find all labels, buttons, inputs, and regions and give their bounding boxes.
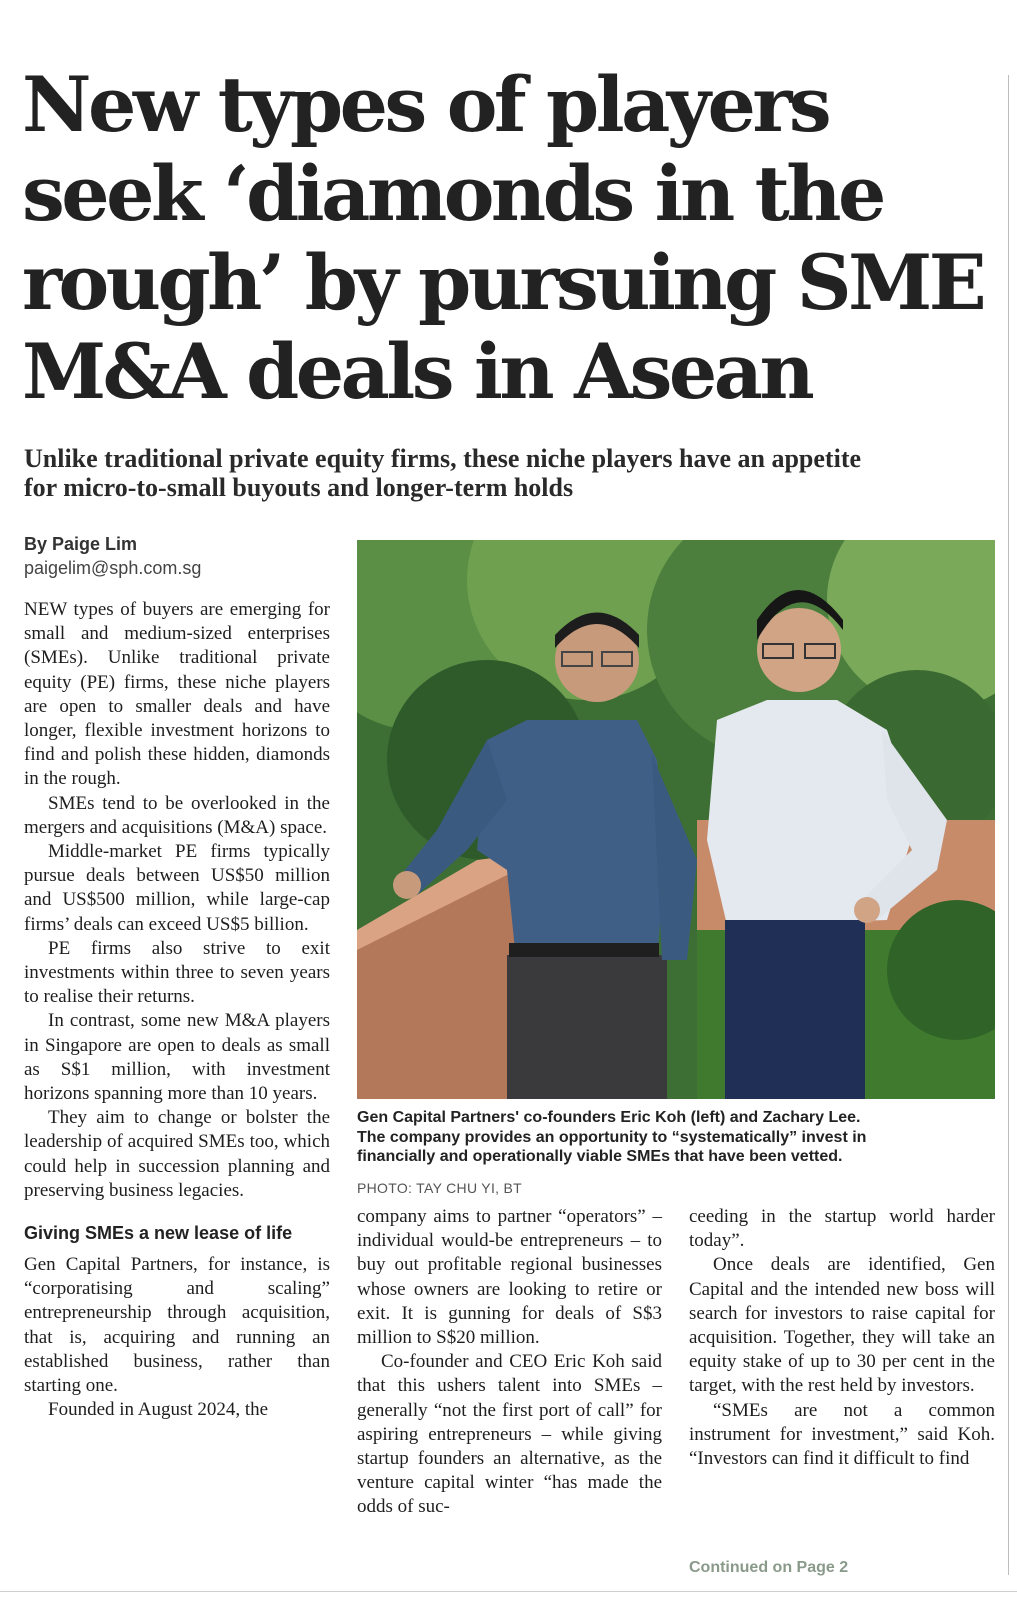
byline: By Paige Lim	[24, 534, 138, 554]
paragraph: SMEs tend to be overlooked in the mergers and acquisitions (M&A) space.	[24, 792, 330, 838]
paragraph: “SMEs are not a common instrument for investment,” said Koh. “Investors can find it difficult to find	[689, 1399, 995, 1470]
article-column-2	[357, 1205, 662, 1520]
photo-illustration	[357, 540, 995, 1099]
article-column-3	[689, 1205, 995, 1471]
page-bottom-rule	[0, 1591, 1017, 1592]
section-subheading: Giving SMEs a new lease of life	[24, 1223, 293, 1244]
paragraph: They aim to change or bolster the leadership of acquired SMEs too, which could help in succession planning and preserving business legacies.	[24, 1107, 330, 1201]
paragraph: Middle-market PE firms typically pursue deals between US$50 million and US$500 million, while large-cap firms’ deals can exceed US$5 billion.	[24, 841, 330, 935]
paragraph: In contrast, some new M&A players in Singapore are open to deals as small as S$1 million, with investment horizons spanning more than 10 years.	[24, 1010, 330, 1105]
paragraph: Gen Capital Partners, for instance, is “corporatising and scaling” entrepreneurship through acquisition, that is, acquiring and running an established business, rather than starting one.	[24, 1254, 330, 1397]
headline	[22, 60, 982, 416]
subhead-line: for micro-to-small buyouts and longer-term holds	[24, 473, 574, 502]
paragraph: Founded in August 2024, the	[48, 1399, 269, 1421]
headline-line: New types of players	[22, 60, 829, 149]
continued-link[interactable]: Continued on Page 2	[689, 1559, 849, 1576]
paragraph: PE firms also strive to exit investments within three to seven years to realise their returns.	[24, 937, 330, 1008]
author-email[interactable]: paigelim@sph.com.sg	[24, 558, 202, 578]
photo-credit: PHOTO: TAY CHU YI, BT	[357, 1180, 523, 1196]
paragraph: ceeding in the startup world harder today”.	[689, 1206, 995, 1252]
paragraph: company aims to partner “operators” – individual would-be entrepreneurs – to buy out profitable regional businesses whose owners are looking to retire or exit. It is gunning for deals of S$3 million to S$20 million.	[357, 1206, 662, 1349]
column-rule	[1008, 75, 1009, 1575]
subheadline	[24, 444, 924, 502]
paragraph: Co-founder and CEO Eric Koh said that this ushers talent into SMEs – generally “not the first port of call” for aspiring entrepreneurs – while giving startup founders an alternative, as the venture capital winter “has made the odds of suc-	[357, 1351, 662, 1518]
article-photo	[357, 540, 995, 1099]
article-column-1	[24, 598, 330, 1423]
caption-line: financially and operationally viable SMEs that have been vetted.	[357, 1148, 843, 1165]
subhead-line: Unlike traditional private equity firms, these niche players have an appetite	[24, 444, 862, 473]
paragraph: Once deals are identified, Gen Capital and the intended new boss will search for investors to raise capital for acquisition. Together, they will take an equity stake of up to 30 per cent in the target, with the rest held by investors.	[689, 1254, 995, 1397]
headline-line: rough’ by pursuing SME	[22, 238, 984, 327]
headline-line: seek ‘diamonds in the	[22, 149, 883, 238]
caption-line: The company provides an opportunity to “systematically” invest in	[357, 1128, 867, 1146]
caption-line: Gen Capital Partners' co-founders Eric Koh (left) and Zachary Lee.	[357, 1109, 861, 1126]
photo-caption	[357, 1108, 997, 1167]
headline-line: M&A deals in Asean	[22, 327, 812, 416]
paragraph: NEW types of buyers are emerging for small and medium-sized enterprises (SMEs). Unlike traditional private equity (PE) firms, these niche players are open to smaller deals and have longer, flexible investment horizons to find and polish these hidden, diamonds in the rough.	[24, 599, 330, 790]
